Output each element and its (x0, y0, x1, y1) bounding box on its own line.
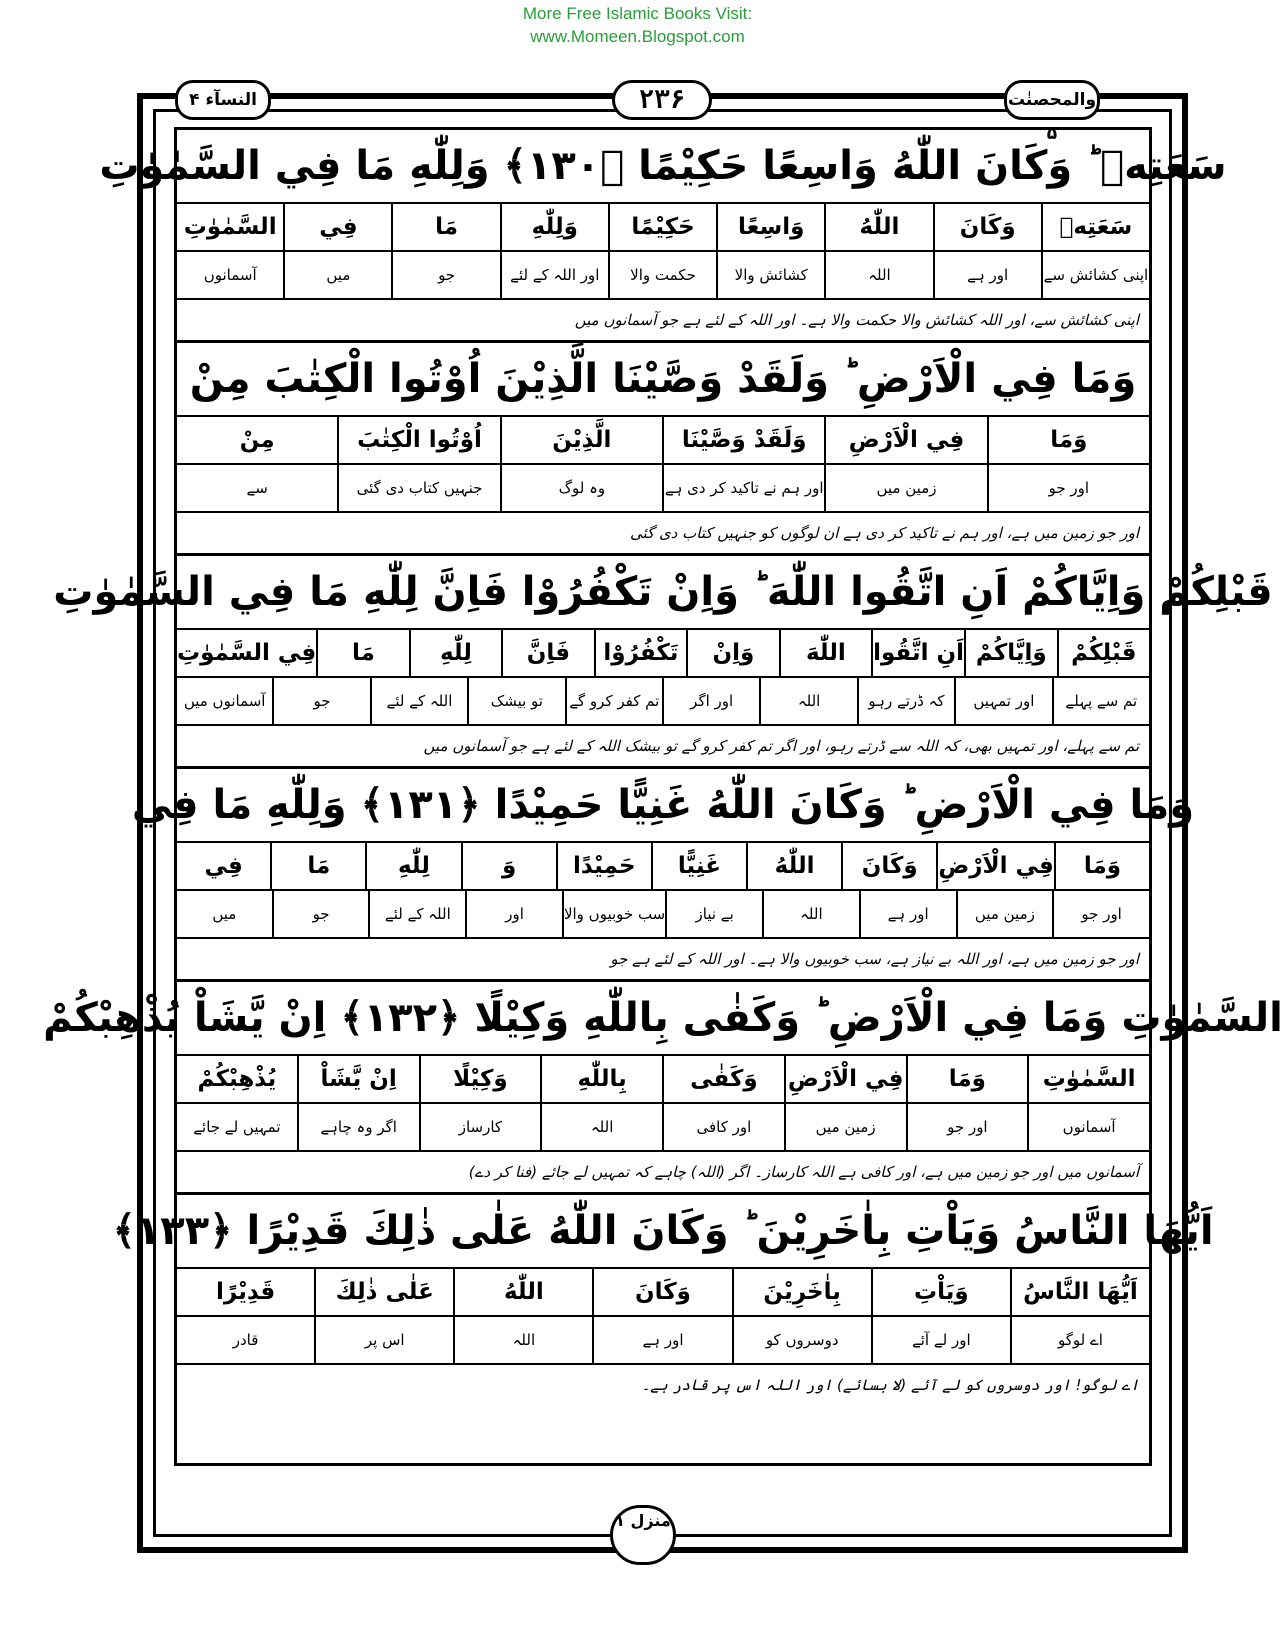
urdu-word-cell: کارساز (419, 1104, 541, 1150)
arabic-word-cell: وَاسِعًا (716, 204, 824, 250)
surah-name-label: النسآء ۴ (175, 80, 271, 120)
urdu-word-cell: اور اگر (662, 678, 759, 724)
urdu-word-cell: جو (272, 891, 369, 937)
arabic-word-cell: وَكَانَ (592, 1269, 731, 1315)
arabic-word-cell: اللّٰهُ (824, 204, 932, 250)
urdu-word-cell: اور جو (1052, 891, 1149, 937)
urdu-word-cell: جنہیں کتاب دی گئی (337, 465, 499, 511)
urdu-word-cell: سب خوبیوں والا (562, 891, 665, 937)
arabic-word-cell: وَمَا (1054, 843, 1149, 889)
arabic-word-cell: اللّٰهُ (746, 843, 841, 889)
urdu-word-cell: کہ ڈرتے رہو (857, 678, 954, 724)
urdu-word-cell: میں (283, 252, 391, 298)
arabic-verse-line: السَّمٰوٰتِ وَمَا فِي الْاَرْضِ ؕ وَكَفٰى بِاللّٰهِ وَكِيْلًا ﴿۱۳۲﴾ اِنْ يَّشَاْ يُذْهِبْكُمْ (177, 982, 1149, 1056)
arabic-word-cell: وَكِيْلًا (419, 1056, 541, 1102)
urdu-word-cell: اور ہم نے تاکید کر دی ہے (662, 465, 824, 511)
arabic-word-cell: سَعَتِهٖ (1041, 204, 1149, 250)
arabic-word-cell: حَمِيْدًا (556, 843, 651, 889)
urdu-word-cell: بے نیاز (665, 891, 762, 937)
arabic-word-cell: لِلّٰهِ (409, 630, 501, 676)
arabic-word-cell: وَيَاْتِ (871, 1269, 1010, 1315)
urdu-word-cell: اللہ (762, 891, 859, 937)
arabic-word-cell: فِي الْاَرْضِ (824, 417, 986, 463)
urdu-word-cell: تو بیشک (467, 678, 564, 724)
arabic-word-cell: فِي السَّمٰوٰتِ (177, 640, 317, 666)
urdu-word-cell: اور جو (906, 1104, 1028, 1150)
urdu-word-cell: اور ہے (592, 1317, 731, 1363)
word-row-urdu (177, 1104, 1149, 1152)
word-row-arabic (177, 1056, 1149, 1104)
urdu-word-cell: تم سے پہلے (1052, 678, 1149, 724)
urdu-word-cell: اور اللہ کے لئے (500, 252, 608, 298)
urdu-word-cell: اپنی کشائش سے (1041, 252, 1149, 298)
urdu-word-cell: اس پر (314, 1317, 453, 1363)
urdu-word-cell: اللہ (453, 1317, 592, 1363)
urdu-word-cell: اور (465, 891, 562, 937)
arabic-word-cell: اَنِ اتَّقُوا (871, 630, 964, 676)
arabic-word-cell: اُوْتُوا الْكِتٰبَ (337, 417, 499, 463)
urdu-word-cell: قادر (232, 1331, 259, 1349)
arabic-word-cell: اِنْ يَّشَاْ (297, 1056, 419, 1102)
word-row-urdu (177, 891, 1149, 939)
arabic-word-cell: مَا (316, 630, 408, 676)
arabic-word-cell: وَكَفٰى (662, 1056, 784, 1102)
verse-block (99, 130, 1227, 343)
arabic-word-cell: غَنِيًّا (651, 843, 746, 889)
urdu-word-cell: زمین میں (784, 1104, 906, 1150)
word-row-arabic (177, 630, 1149, 678)
manzil-badge: منزل ۱ (610, 1505, 676, 1565)
urdu-word-cell: اللہ کے لئے (368, 891, 465, 937)
urdu-word-cell: تمہیں لے جائے (193, 1118, 281, 1136)
word-row-arabic (177, 417, 1149, 465)
urdu-word-cell: اور ہے (933, 252, 1041, 298)
arabic-word-cell: فِي الْاَرْضِ (784, 1056, 906, 1102)
arabic-word-cell: اللّٰهُ (453, 1269, 592, 1315)
urdu-word-cell: اور جو (987, 465, 1149, 511)
urdu-word-cell: اللہ (759, 678, 856, 724)
urdu-word-cell: میں (212, 905, 237, 923)
arabic-word-cell: الَّذِيْنَ (500, 417, 662, 463)
urdu-word-cell: اور کافی (662, 1104, 784, 1150)
urdu-translation-line: اپنی کشائش سے، اور اللہ کشائش والا حکمت والا ہے۔ اور اللہ کے لئے ہے جو آسمانوں میں (177, 300, 1149, 343)
watermark-line-1: More Free Islamic Books Visit: (522, 4, 753, 23)
word-row-urdu (177, 465, 1149, 513)
urdu-word-cell: زمین میں (956, 891, 1053, 937)
urdu-word-cell: اللہ (824, 252, 932, 298)
arabic-verse-line: سَعَتِهٖ ؕ وَكَانَ اللّٰهُ وَاسِعًا حَكِيْمًا ﴿۱۳۰﴾ وَلِلّٰهِ مَا فِي السَّمٰوٰتِ (177, 130, 1149, 204)
arabic-word-cell: وَمَا (987, 417, 1149, 463)
urdu-word-cell: دوسروں کو (732, 1317, 871, 1363)
arabic-word-cell: قَبْلِكُمْ (1057, 630, 1149, 676)
urdu-word-cell: سے (246, 479, 268, 497)
urdu-word-cell: آسمانوں میں (183, 692, 266, 710)
verse-block (112, 1195, 1214, 1405)
arabic-word-cell: لِلّٰهِ (365, 843, 460, 889)
arabic-word-cell: يُذْهِبْكُمْ (197, 1066, 277, 1092)
urdu-word-cell: کشائش والا (716, 252, 824, 298)
arabic-word-cell: وَ (461, 843, 556, 889)
arabic-word-cell: مَا (391, 204, 499, 250)
urdu-word-cell: اللہ (540, 1104, 662, 1150)
arabic-word-cell: تَكْفُرُوْا (594, 630, 686, 676)
word-row-urdu (177, 1317, 1149, 1365)
urdu-translation-line: اے لوگو! اور دوسروں کو لے آئے (لا بسائے) اور اللہ اس پر قادر ہے۔ (641, 1376, 1139, 1394)
watermark-link[interactable]: www.Momeen.Blogspot.com (530, 27, 745, 46)
word-row-urdu (177, 252, 1149, 300)
urdu-word-cell: جو (272, 678, 369, 724)
arabic-word-cell: السَّمٰوٰتِ (183, 214, 277, 240)
arabic-word-cell: قَدِيْرًا (216, 1279, 276, 1305)
urdu-word-cell: آسمانوں (1027, 1104, 1149, 1150)
arabic-verse-line: اَيُّهَا النَّاسُ وَيَاْتِ بِاٰخَرِيْنَ ؕ وَكَانَ اللّٰهُ عَلٰى ذٰلِكَ قَدِيْرًا ﴿۱۳۳﴾ (177, 1195, 1149, 1269)
urdu-word-cell: حکمت والا (608, 252, 716, 298)
arabic-word-cell: بِاٰخَرِيْنَ (732, 1269, 871, 1315)
arabic-word-cell: وَاِنْ (686, 630, 778, 676)
verse-block (43, 982, 1283, 1195)
verse-table (43, 127, 1283, 1466)
arabic-word-cell: وَاِيَّاكُمْ (964, 630, 1056, 676)
arabic-word-cell: وَلِلّٰهِ (500, 204, 608, 250)
word-row-urdu (177, 678, 1149, 726)
urdu-translation-line: اور جو زمین میں ہے، اور ہم نے تاکید کر دی ہے ان لوگوں کو جنہیں کتاب دی گئی (177, 513, 1149, 556)
arabic-word-cell: وَكَانَ (933, 204, 1041, 250)
word-row-arabic (177, 843, 1149, 891)
urdu-word-cell: زمین میں (824, 465, 986, 511)
word-row-arabic (177, 1269, 1149, 1317)
arabic-word-cell: فَاِنَّ (501, 630, 593, 676)
arabic-word-cell: حَكِيْمًا (608, 204, 716, 250)
urdu-word-cell: اور ہے (859, 891, 956, 937)
arabic-word-cell: بِاللّٰهِ (540, 1056, 662, 1102)
urdu-translation-line: آسمانوں میں اور جو زمین میں ہے، اور کافی ہے اللہ کارساز۔ اگر (اللہ) چاہے کہ تمہیں لے جائے (فنا کر دے) (177, 1152, 1149, 1195)
arabic-word-cell: وَلَقَدْ وَصَّيْنَا (662, 417, 824, 463)
arabic-word-cell: اَيُّهَا النَّاسُ (1010, 1269, 1149, 1315)
verse-block (131, 769, 1195, 982)
urdu-word-cell: اللہ کے لئے (370, 678, 467, 724)
verse-block (177, 343, 1149, 556)
urdu-word-cell: اے لوگو (1010, 1317, 1149, 1363)
arabic-word-cell: عَلٰى ذٰلِكَ (314, 1269, 453, 1315)
arabic-word-cell: وَكَانَ (841, 843, 936, 889)
verse-block (53, 556, 1273, 769)
arabic-word-cell: فِي (283, 204, 391, 250)
arabic-word-cell: وَمَا (906, 1056, 1028, 1102)
urdu-translation-line: اور جو زمین میں ہے، اور اللہ بے نیاز ہے، سب خوبیوں والا ہے۔ اور اللہ کے لئے ہے جو (177, 939, 1149, 982)
page-number: ۲۳۶ (612, 80, 712, 120)
urdu-word-cell: جو (391, 252, 499, 298)
arabic-word-cell: مِنْ (239, 427, 275, 453)
arabic-word-cell: السَّمٰوٰتِ (1027, 1056, 1149, 1102)
para-name-label: والمحصنٰت ۵ (1004, 80, 1100, 120)
arabic-word-cell: مَا (270, 843, 365, 889)
arabic-verse-line: وَمَا فِي الْاَرْضِ ؕ وَلَقَدْ وَصَّيْنَا الَّذِيْنَ اُوْتُوا الْكِتٰبَ مِنْ (177, 343, 1149, 417)
arabic-verse-line: وَمَا فِي الْاَرْضِ ؕ وَكَانَ اللّٰهُ غَنِيًّا حَمِيْدًا ﴿۱۳۱﴾ وَلِلّٰهِ مَا فِي (177, 769, 1149, 843)
urdu-translation-line: تم سے پہلے، اور تمہیں بھی، کہ اللہ سے ڈرتے رہو، اور اگر تم کفر کرو گے تو بیشک اللہ کے لئے ہے جو آسمانوں میں (177, 726, 1149, 769)
urdu-word-cell: اگر وہ چاہے (297, 1104, 419, 1150)
urdu-word-cell: وہ لوگ (500, 465, 662, 511)
word-row-arabic (177, 204, 1149, 252)
arabic-word-cell: اللّٰهَ (779, 630, 871, 676)
urdu-word-cell: اور لے آئے (871, 1317, 1010, 1363)
arabic-word-cell: فِي (204, 853, 243, 879)
urdu-word-cell: اور تمہیں (954, 678, 1051, 724)
urdu-word-cell: آسمانوں (203, 266, 257, 284)
urdu-word-cell: تم کفر کرو گے (565, 678, 662, 724)
arabic-word-cell: فِي الْاَرْضِ (936, 843, 1054, 889)
arabic-verse-line: قَبْلِكُمْ وَاِيَّاكُمْ اَنِ اتَّقُوا اللّٰهَ ؕ وَاِنْ تَكْفُرُوْا فَاِنَّ لِلّٰهِ مَا فِي السَّمٰوٰتِ (177, 556, 1149, 630)
